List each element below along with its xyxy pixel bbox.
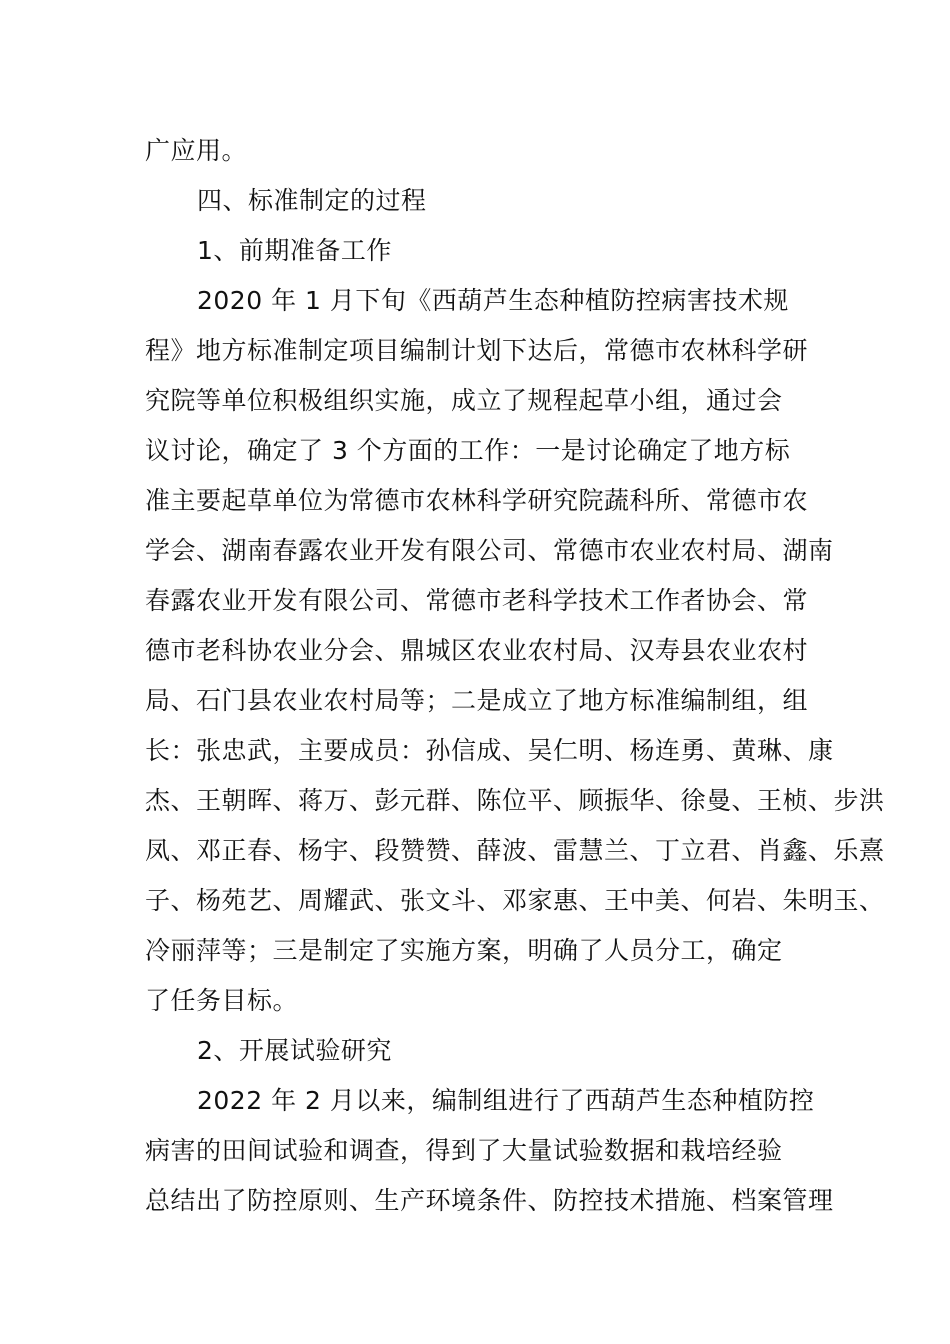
text-line: 病害的田间试验和调查，得到了大量试验数据和栽培经验 xyxy=(145,1136,783,1165)
text-line: 冷丽萍等；三是制定了实施方案，明确了人员分工，确定 xyxy=(145,936,783,965)
subsection-heading: 1、前期准备工作 xyxy=(197,236,392,265)
text-line: 议讨论，确定了 3 个方面的工作：一是讨论确定了地方标 xyxy=(145,436,791,465)
text-line: 子、杨苑艺、周耀武、张文斗、邓家惠、王中美、何岩、朱明玉、 xyxy=(145,886,885,915)
text-line: 程》地方标准制定项目编制计划下达后，常德市农林科学研 xyxy=(145,336,809,365)
text-line: 准主要起草单位为常德市农林科学研究院蔬科所、常德市农 xyxy=(145,486,809,515)
text-line: 局、石门县农业农村局等；二是成立了地方标准编制组，组 xyxy=(145,686,809,715)
section-heading: 四、标准制定的过程 xyxy=(197,186,427,215)
text-line: 长：张忠武，主要成员：孙信成、吴仁明、杨连勇、黄琳、康 xyxy=(145,736,834,765)
text-line: 学会、湖南春露农业开发有限公司、常德市农业农村局、湖南 xyxy=(145,536,834,565)
subsection-heading: 2、开展试验研究 xyxy=(197,1036,392,1065)
document-body xyxy=(145,126,885,1226)
text-line: 总结出了防控原则、生产环境条件、防控技术措施、档案管理 xyxy=(145,1186,834,1215)
text-line: 2020 年 1 月下旬《西葫芦生态种植防控病害技术规 xyxy=(197,286,789,315)
text-line: 了任务目标。 xyxy=(145,986,299,1015)
text-line: 2022 年 2 月以来，编制组进行了西葫芦生态种植防控 xyxy=(197,1086,815,1115)
text-line: 究院等单位积极组织实施，成立了规程起草小组，通过会 xyxy=(145,386,783,415)
text-line: 春露农业开发有限公司、常德市老科学技术工作者协会、常 xyxy=(145,586,809,615)
text-line: 杰、王朝晖、蒋万、彭元群、陈位平、顾振华、徐曼、王桢、步洪 xyxy=(145,786,885,815)
text-line: 凤、邓正春、杨宇、段赞赞、薛波、雷慧兰、丁立君、肖鑫、乐熹 xyxy=(145,836,885,865)
text-line: 德市老科协农业分会、鼎城区农业农村局、汉寿县农业农村 xyxy=(145,636,809,665)
text-line: 广应用。 xyxy=(145,136,248,165)
